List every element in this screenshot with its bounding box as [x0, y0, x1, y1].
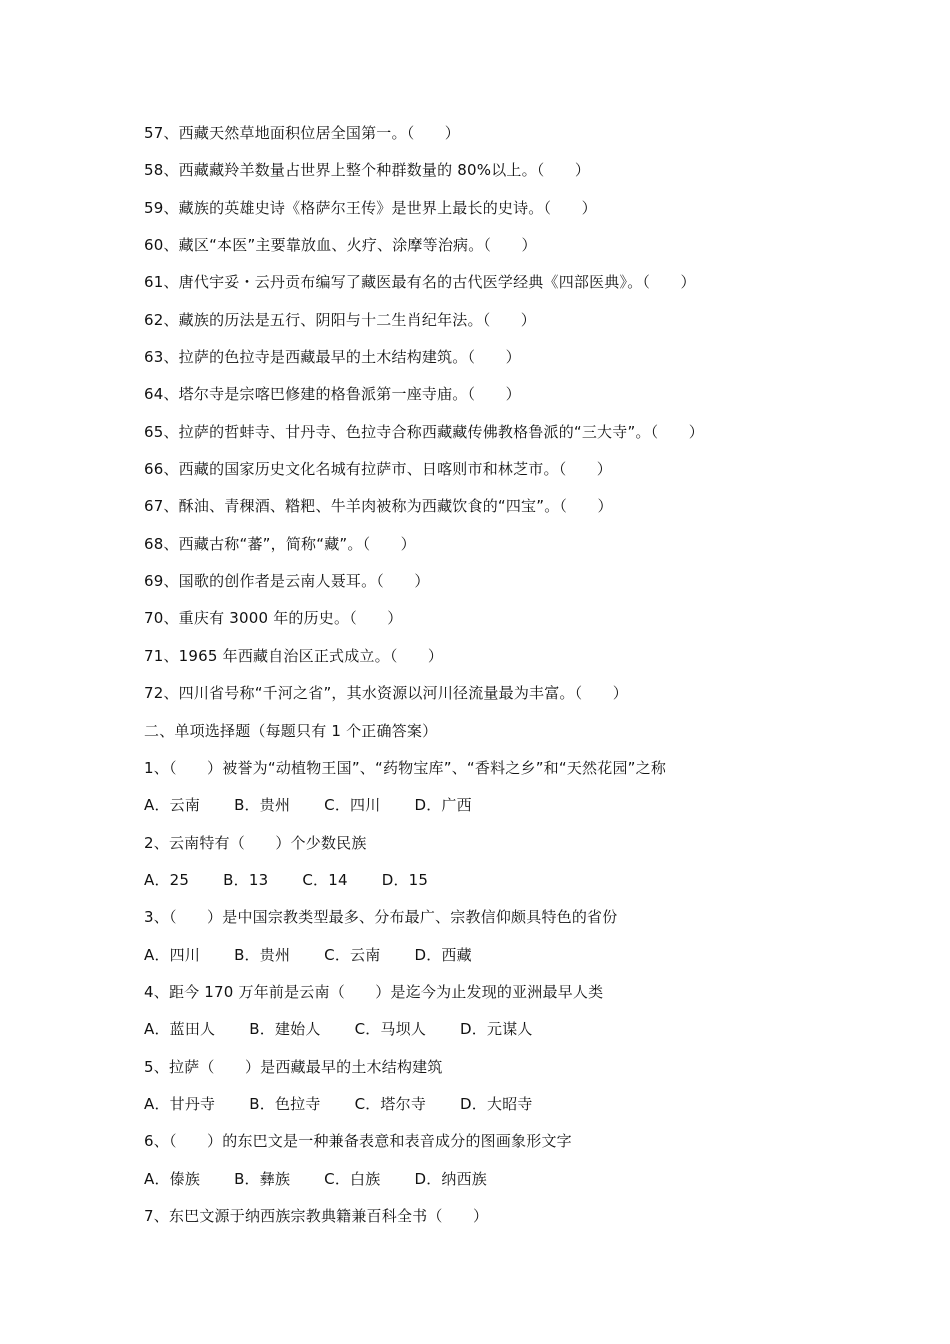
- option-a: A．傣族: [144, 1169, 201, 1188]
- tf-question-58: 58、西藏藏羚羊数量占世界上整个种群数量的 80%以上。（ ）: [144, 161, 591, 180]
- option-c: C．云南: [324, 945, 381, 964]
- option-a: A．蓝田人: [144, 1020, 216, 1039]
- tf-question-67: 67、酥油、青稞酒、糌粑、牛羊肉被称为西藏饮食的“四宝”。（ ）: [144, 497, 613, 516]
- section-heading: 二、单项选择题（每题只有 1 个正确答案）: [144, 721, 438, 740]
- option-d: D．纳西族: [414, 1169, 487, 1188]
- document-body: [144, 120, 844, 1240]
- tf-question-61: 61、唐代宇妥・云丹贡布编写了藏医最有名的古代医学经典《四部医典》。（ ）: [144, 273, 696, 292]
- option-c: C．塔尔寺: [354, 1094, 427, 1113]
- mc-question-4: 4、距今 170 万年前是云南（ ）是迄今为止发现的亚洲最早人类: [144, 982, 604, 1001]
- tf-question-63: 63、拉萨的色拉寺是西藏最早的土木结构建筑。（ ）: [144, 348, 521, 367]
- option-b: B．彝族: [234, 1169, 291, 1188]
- mc-question-2: 2、云南特有（ ）个少数民族: [144, 833, 367, 852]
- tf-question-57: 57、西藏天然草地面积位居全国第一。（ ）: [144, 124, 460, 142]
- tf-question-59: 59、藏族的英雄史诗《格萨尔王传》是世界上最长的史诗。（ ）: [144, 198, 597, 217]
- mc-options-4: [144, 1016, 844, 1053]
- mc-options-1: [144, 792, 844, 829]
- mc-question-1: 1、（ ）被誉为“动植物王国”、“药物宝库”、“香料之乡”和“天然花园”之称: [144, 758, 667, 777]
- option-b: B．色拉寺: [249, 1094, 321, 1113]
- mc-question-5: 5、拉萨（ ）是西藏最早的土木结构建筑: [144, 1057, 443, 1076]
- option-d: D．15: [381, 870, 429, 889]
- option-b: B．建始人: [249, 1020, 321, 1039]
- mc-options-6: [144, 1166, 844, 1203]
- option-c: C．马坝人: [354, 1020, 427, 1039]
- option-a: A．甘丹寺: [144, 1094, 216, 1113]
- tf-question-71: 71、1965 年西藏自治区正式成立。（ ）: [144, 646, 444, 665]
- mc-options-2: [144, 867, 844, 904]
- tf-question-70: 70、重庆有 3000 年的历史。（ ）: [144, 609, 403, 628]
- option-a: A．四川: [144, 945, 201, 964]
- mc-question-6: 6、（ ）的东巴文是一种兼备表意和表音成分的图画象形文字: [144, 1132, 572, 1151]
- tf-question-64: 64、塔尔寺是宗喀巴修建的格鲁派第一座寺庙。（ ）: [144, 385, 521, 404]
- option-b: B．13: [223, 870, 269, 889]
- option-b: B．贵州: [234, 945, 291, 964]
- option-d: D．大昭寺: [460, 1094, 533, 1113]
- option-c: C．四川: [324, 796, 381, 815]
- option-d: D．西藏: [414, 945, 472, 964]
- option-a: A．云南: [144, 796, 201, 815]
- option-d: D．元谋人: [460, 1020, 533, 1039]
- option-b: B．贵州: [234, 796, 291, 815]
- tf-question-60: 60、藏区“本医”主要靠放血、火疗、涂摩等治病。（ ）: [144, 236, 537, 255]
- option-a: A．25: [144, 870, 190, 889]
- tf-question-65: 65、拉萨的哲蚌寺、甘丹寺、色拉寺合称西藏藏传佛教格鲁派的“三大寺”。（ ）: [144, 422, 704, 441]
- mc-options-5: [144, 1091, 844, 1128]
- tf-question-66: 66、西藏的国家历史文化名城有拉萨市、日喀则市和林芝市。（ ）: [144, 460, 612, 479]
- mc-question-3: 3、（ ）是中国宗教类型最多、分布最广、宗教信仰颇具特色的省份: [144, 908, 618, 927]
- tf-question-62: 62、藏族的历法是五行、阴阳与十二生肖纪年法。（ ）: [144, 310, 536, 329]
- mc-options-3: [144, 942, 844, 979]
- option-c: C．14: [302, 870, 348, 889]
- mc-question-7: 7、东巴文源于纳西族宗教典籍兼百科全书（ ）: [144, 1206, 489, 1225]
- option-d: D．广西: [414, 796, 472, 815]
- tf-question-69: 69、国歌的创作者是云南人聂耳。（ ）: [144, 572, 430, 591]
- tf-question-68: 68、西藏古称“蕃”，简称“藏”。（ ）: [144, 534, 416, 553]
- tf-question-72: 72、四川省号称“千河之省”，其水资源以河川径流量最为丰富。（ ）: [144, 684, 628, 703]
- option-c: C．白族: [324, 1169, 381, 1188]
